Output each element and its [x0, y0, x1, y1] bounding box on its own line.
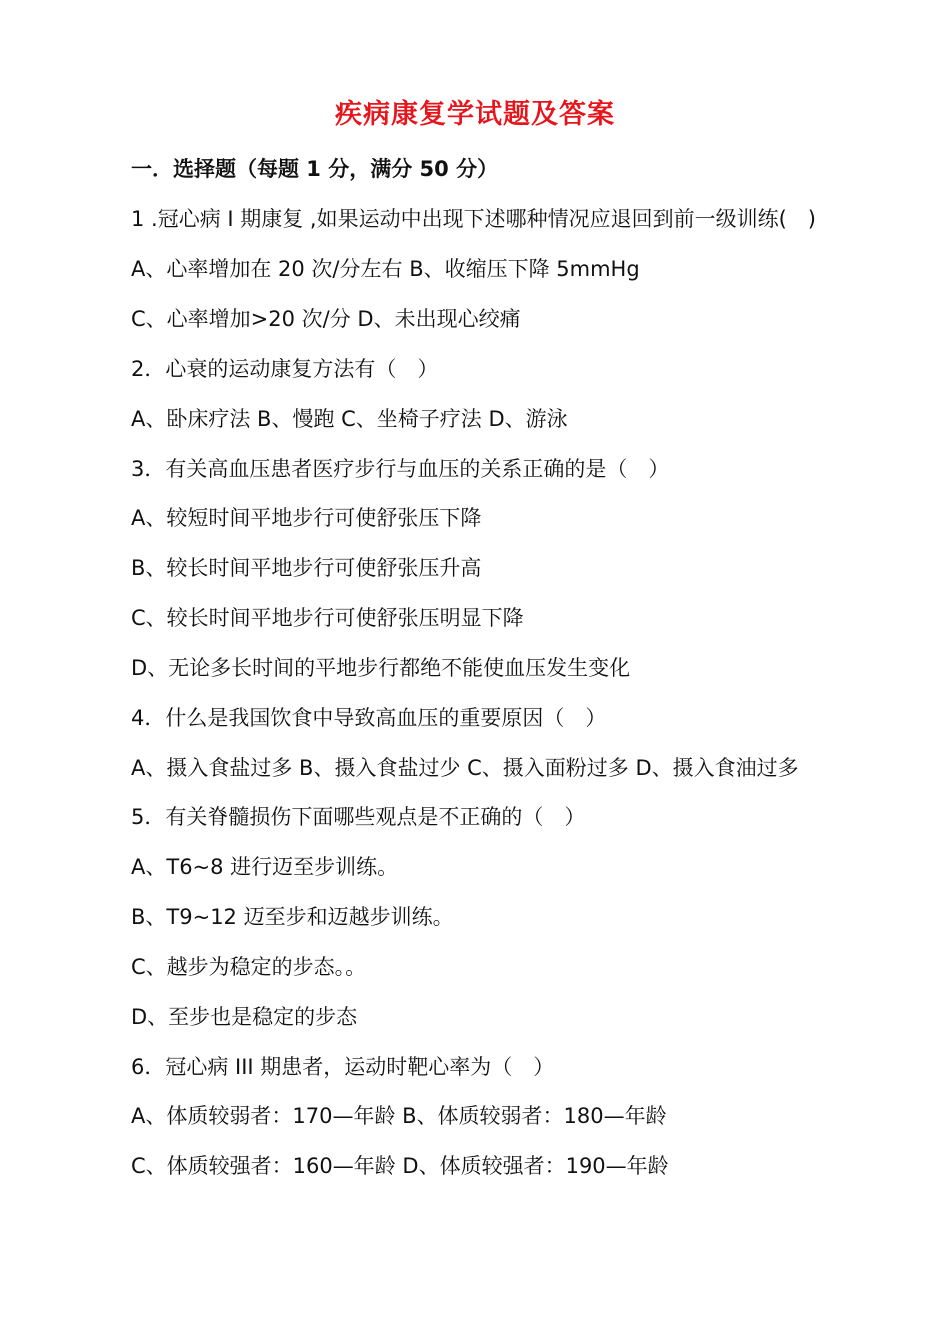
- question-2-options: A、卧床疗法 B、慢跑 C、坐椅子疗法 D、游泳: [131, 407, 568, 431]
- question-4: 4．什么是我国饮食中导致高血压的重要原因（ ）: [131, 706, 607, 730]
- document-title: 疾病康复学试题及答案: [335, 99, 615, 130]
- question-5: 5．有关脊髓损伤下面哪些观点是不正确的（ ）: [131, 805, 586, 829]
- question-5-option-c: C、越步为稳定的步态。。: [131, 955, 367, 979]
- question-3-option-c: C、较长时间平地步行可使舒张压明显下降: [131, 606, 524, 630]
- question-6: 6．冠心病 III 期患者，运动时靶心率为（ ）: [131, 1055, 555, 1079]
- question-1-options-ab: A、心率增加在 20 次/分左右 B、收缩压下降 5mmHg: [131, 257, 640, 281]
- question-3-option-a: A、较短时间平地步行可使舒张压下降: [131, 506, 482, 530]
- question-3-option-d: D、无论多长时间的平地步行都绝不能使血压发生变化: [131, 656, 631, 680]
- question-1: 1 .冠心病 I 期康复 ,如果运动中出现下述哪种情况应退回到前一级训练( ): [131, 207, 816, 231]
- question-4-options: A、摄入食盐过多 B、摄入食盐过少 C、摄入面粉过多 D、摄入食油过多: [131, 756, 799, 780]
- section-heading: 一．选择题（每题 1 分，满分 50 分）: [131, 157, 499, 181]
- question-6-options-cd: C、体质较强者：160—年龄 D、体质较强者：190—年龄: [131, 1154, 669, 1178]
- question-3: 3．有关高血压患者医疗步行与血压的关系正确的是（ ）: [131, 457, 670, 481]
- question-3-option-b: B、较长时间平地步行可使舒张压升高: [131, 556, 482, 580]
- question-5-option-d: D、至步也是稳定的步态: [131, 1005, 358, 1029]
- question-5-option-a: A、T6~8 进行迈至步训练。: [131, 855, 399, 879]
- question-5-option-b: B、T9~12 迈至步和迈越步训练。: [131, 905, 454, 929]
- question-6-options-ab: A、体质较弱者：170—年龄 B、体质较弱者：180—年龄: [131, 1104, 667, 1128]
- question-1-options-cd: C、心率增加>20 次/分 D、未出现心绞痛: [131, 307, 521, 331]
- question-2: 2．心衰的运动康复方法有（ ）: [131, 357, 439, 381]
